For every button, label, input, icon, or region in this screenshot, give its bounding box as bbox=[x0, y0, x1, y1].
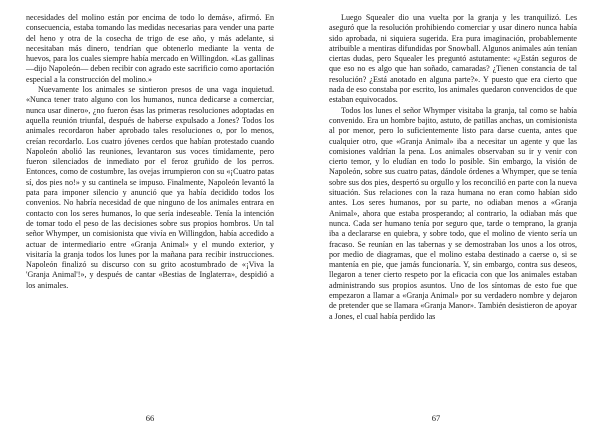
left-paragraph-2: Nuevamente los animales se sintieron presos de una vaga inquietud. «Nunca tener trato alguno con los humanos, nunca dedicarse a comerciar, nunca usar dinero», ¿no fueron ésas las primeras resoluciones adoptadas en aquella reunión triunfal, después de haberse expulsado a Jones? Todos los animales recordaron haber aprobado tales resoluciones o, por lo menos, creían recordarlo. Los cuatro jóvenes cerdos que habían protestado cuando Napoleón abolió las reuniones, levantaron sus voces tímidamente, pero fueron silenciados de inmediato por el feroz gruñido de los perros. Entonces, como de costumbre, las ovejas irrumpieron con su «¡Cuatro patas sí, dos pies no!» y su cantinela se impuso. Finalmente, Napoleón levantó la pata para imponer silencio y anunció que ya había decidido todos los convenios. No habría necesidad de que ninguno de los animales entrara en contacto con los seres humanos, lo que sería indeseable. Tenía la intención de tomar todo el peso de las decisiones sobre sus propios hombros. Un tal señor Whymper, un comisionista que vivía en Willingdon, había accedido a actuar de intermediario entre «Granja Animal» y el mundo exterior, y visitaría la granja todos los lunes por la mañana para recibir instrucciones. Napoleón finalizó su discurso con su grito acostumbrado de «¡Viva la 'Granja Animal'!», y después de cantar «Bestias de Inglaterra», despidió a los animales. bbox=[26, 85, 274, 290]
left-paragraph-1: necesidades del molino están por encima de todo lo demás», afirmó. En consecuencia, estaba tomando las medidas necesarias para vender una parte del heno y otra de la cosecha de trigo de ese año, y más adelante, si necesitaban más dinero, tendrían que obtenerlo mediante la venta de huevos, para los cuales siempre había mercado en Willingdon. «Las gallinas —dijo Napoleón— deben recibir con agrado este sacrificio como aportación especial a la construcción del molino.» bbox=[26, 13, 274, 84]
right-paragraph-2: Todos los lunes el señor Whymper visitaba la granja, tal como se había convenido. Era un hombre bajito, astuto, de patillas anchas, un comisionista al por menor, pero lo suficientemente listo para darse cuenta, antes que cualquier otro, que «Granja Animal» iba a necesitar un agente y que las comisiones valdrían la pena. Los animales observaban su ir y venir con cierto temor, y lo eludían en todo lo posible. Sin embargo, la visión de Napoleón, sobre sus cuatro patas, dándole órdenes a Whymper, que se tenía sobre sus dos pies, despertó su orgullo y los reconcilió en parte con la nueva situación. Sus relaciones con la raza humana no eran como habían sido antes. Los seres humanos, por su parte, no odiaban menos a «Granja Animal», ahora que estaba prosperando; al contrario, la odiaban más que nunca. Cada ser humano tenía por seguro que, tarde o temprano, la granja iba a declararse en quiebra, y sobre todo, que el molino de viento sería un fracaso. Se reunían en las tabernas y se demostraban los unos a los otros, por medio de diagramas, que el molino estaba destinado a caerse o, si se mantenía en pie, que jamás funcionaría. Y, sin embargo, contra sus deseos, llegaron a tener cierto respeto por la eficacia con que los animales estaban administrando sus propios asuntos. Uno de los síntomas de esto fue que empezaron a llamar a «Granja Animal» por su verdadero nombre y dejaron de pretender que se llamara «Granja Manor». También desistieron de apoyar a Jones, el cual había perdido las bbox=[329, 105, 577, 321]
page-number-right: 67 bbox=[431, 413, 441, 423]
right-paragraph-1: Luego Squealer dio una vuelta por la granja y les tranquilizó. Les aseguró que la resolución prohibiendo comerciar y usar dinero nunca había sido aprobada, ni siquiera sugerida. Era pura imaginación, probablemente atribuible a mentiras difundidas por Snowball. Algunos animales aún tenían ciertas dudas, pero Squealer les preguntó astutamente: «¿Están seguros de que eso no es algo que han soñado, camaradas? ¿Tienen constancia de tal resolución? ¿Está anotado en alguna parte?». Y puesto que era cierto que nada de eso constaba por escrito, los animales quedaron convencidos de que estaban equivocados. bbox=[329, 13, 577, 105]
page-number-left: 66 bbox=[145, 413, 155, 423]
right-page bbox=[329, 13, 577, 322]
left-page bbox=[26, 13, 274, 291]
